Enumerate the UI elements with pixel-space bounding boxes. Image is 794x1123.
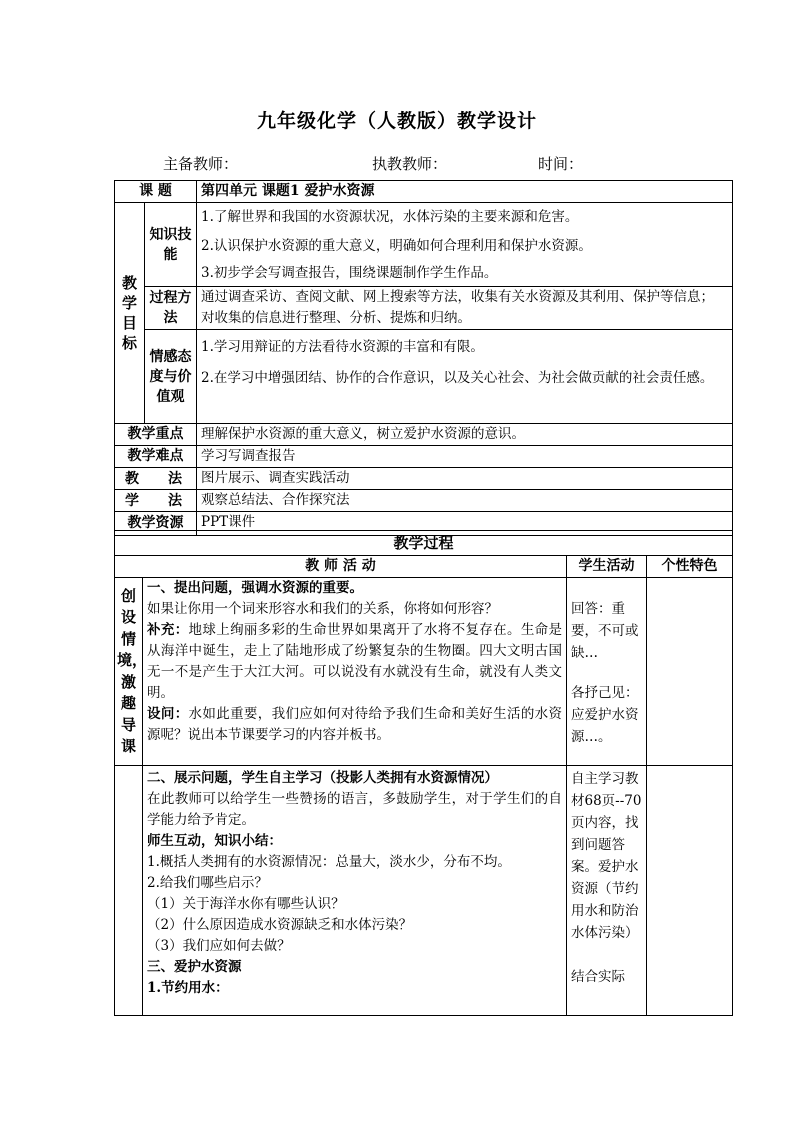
- emotion-label: 情感态度与价值观: [145, 330, 197, 424]
- topic-value: 第四单元 课题1 爱护水资源: [197, 181, 733, 203]
- self-study-feature: [647, 766, 733, 1016]
- intro-student-activity: 回答：重要，不可或缺… 各抒己见：应爱护水资源…。: [567, 578, 647, 766]
- key-label: 教学重点: [115, 424, 197, 446]
- intro-teacher-activity: 一、提出问题，强调水资源的重要。 如果让你用一个词来形容水和我们的关系，你将如何形容？ 补充：地球上绚丽多彩的生命世界如果离开了水将不复存在。生命是从海洋中诞生，走上了陆地形成了纷繁复杂的生物圈。四大文明古国无一不是产生于大江大河。可以说没有水就没有生命，就没有人类文明。 设问：水如此重要，我们应如何对待给予我们生命和美好生活的水资源呢？说出本节课要学习的内容并板书。: [143, 578, 567, 766]
- resource-label: 教学资源: [115, 512, 197, 536]
- knowledge-text: 1.了解世界和我国的水资源状况，水体污染的主要来源和危害。 2.认识保护水资源的重大意义，明确如何合理利用和保护水资源。 3.初步学会写调查报告，围绕课题制作学生作品。: [197, 203, 733, 287]
- resource-value: PPT课件: [197, 512, 733, 536]
- col-feature: 个性特色: [647, 556, 733, 578]
- knowledge-label: 知识技能: [145, 203, 197, 287]
- process-method-text: 通过调查采访、查阅文献、网上搜索等方法，收集有关水资源及其利用、保护等信息； 对收集的信息进行整理、分析、提炼和归纳。: [197, 287, 733, 330]
- stage-intro-label: 创设情境，激趣导课: [115, 578, 143, 766]
- difficulty-value: 学习写调查报告: [197, 446, 733, 468]
- exec-teacher-label: 执教教师：: [372, 155, 448, 173]
- stage-two-label: [115, 766, 143, 1016]
- page-title: 九年级化学（人教版）教学设计: [256, 110, 537, 132]
- process-method-label: 过程方法: [145, 287, 197, 330]
- teaching-method-label: 教 法: [115, 468, 197, 490]
- time-label: 时间：: [538, 155, 584, 173]
- lesson-info-table: [114, 180, 733, 536]
- self-study-student-activity: 自主学习教材68页--70页内容，找到问题答案。爱护水资源（节约用水和防治水体污染） 结合实际: [567, 766, 647, 1016]
- process-title: 教学过程: [115, 531, 733, 556]
- goals-label: 教学目标: [115, 203, 145, 424]
- difficulty-label: 教学难点: [115, 446, 197, 468]
- teaching-process-table: [114, 530, 733, 1016]
- intro-feature: [647, 578, 733, 766]
- learning-method-value: 观察总结法、合作探究法: [197, 490, 733, 512]
- topic-label: 课 题: [115, 181, 197, 203]
- emotion-text: 1.学习用辩证的方法看待水资源的丰富和有限。 2.在学习中增强团结、协作的合作意识，以及关心社会、为社会做贡献的社会责任感。: [197, 330, 733, 424]
- col-student-activity: 学生活动: [567, 556, 647, 578]
- col-teacher-activity: 教 师 活 动: [115, 556, 567, 578]
- teaching-method-value: 图片展示、调查实践活动: [197, 468, 733, 490]
- learning-method-label: 学 法: [115, 490, 197, 512]
- lead-teacher-label: 主备教师：: [163, 155, 239, 173]
- self-study-teacher-activity: 二、展示问题，学生自主学习（投影人类拥有水资源情况） 在此教师可以给学生一些赞扬的语言，多鼓励学生，对于学生们的自学能力给予肯定。 师生互动，知识小结： 1.概括人类拥有的水资源情况：总量大，淡水少，分布不均。 2.给我们哪些启示？ （1）关于海洋水你有哪些认识？ （2）什么原因造成水资源缺乏和水体污染？ （3）我们应如何去做？ 三、爱护水资源 1.节约用水：: [143, 766, 567, 1016]
- key-value: 理解保护水资源的重大意义，树立爱护水资源的意识。: [197, 424, 733, 446]
